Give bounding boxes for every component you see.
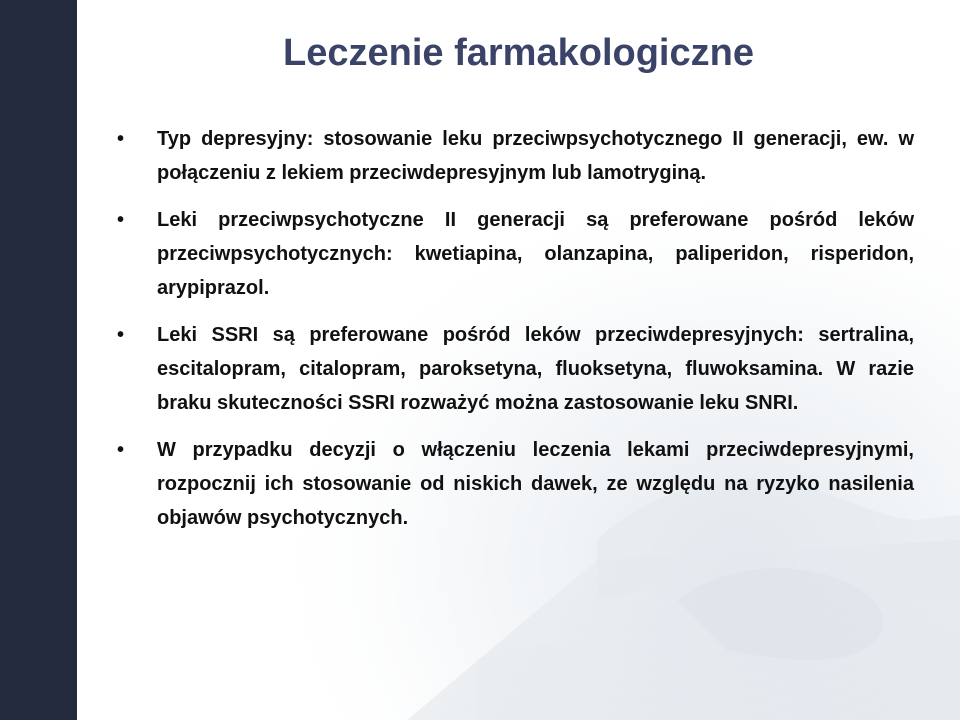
bullet-text: Leki SSRI są preferowane pośród leków przeciwdepresyjnych: sertralina, escitalopram, citalopram, paroksetyna, fluoksetyna, fluwoksamina. W razie braku skuteczności SSRI rozważyć można zastosowanie leku SNRI. — [157, 324, 914, 414]
bullet-marker: • — [117, 324, 125, 346]
page-title: Leczenie farmakologiczne — [283, 32, 754, 74]
slide — [77, 0, 960, 720]
bullet-item — [117, 122, 914, 190]
bullet-item — [117, 203, 914, 305]
sidebar-accent-bar — [0, 0, 77, 720]
bullet-item — [117, 318, 914, 420]
bullet-text: Leki przeciwpsychotyczne II generacji są preferowane pośród leków przeciwpsychotycznych: kwetiapina, olanzapina, paliperidon, risperidon, arypiprazol. — [157, 209, 914, 299]
bullet-marker: • — [117, 439, 125, 461]
bullet-list — [117, 122, 914, 548]
bullet-text: W przypadku decyzji o włączeniu leczenia lekami przeciwdepresyjnymi, rozpocznij ich stosowanie od niskich dawek, ze względu na ryzyko nasilenia objawów psychotycznych. — [157, 439, 914, 529]
bullet-item — [117, 433, 914, 535]
bullet-text: Typ depresyjny: stosowanie leku przeciwpsychotycznego II generacji, ew. w połączeniu z lekiem przeciwdepresyjnym lub lamotryginą. — [157, 128, 914, 184]
bullet-marker: • — [117, 128, 125, 150]
bullet-marker: • — [117, 209, 125, 231]
